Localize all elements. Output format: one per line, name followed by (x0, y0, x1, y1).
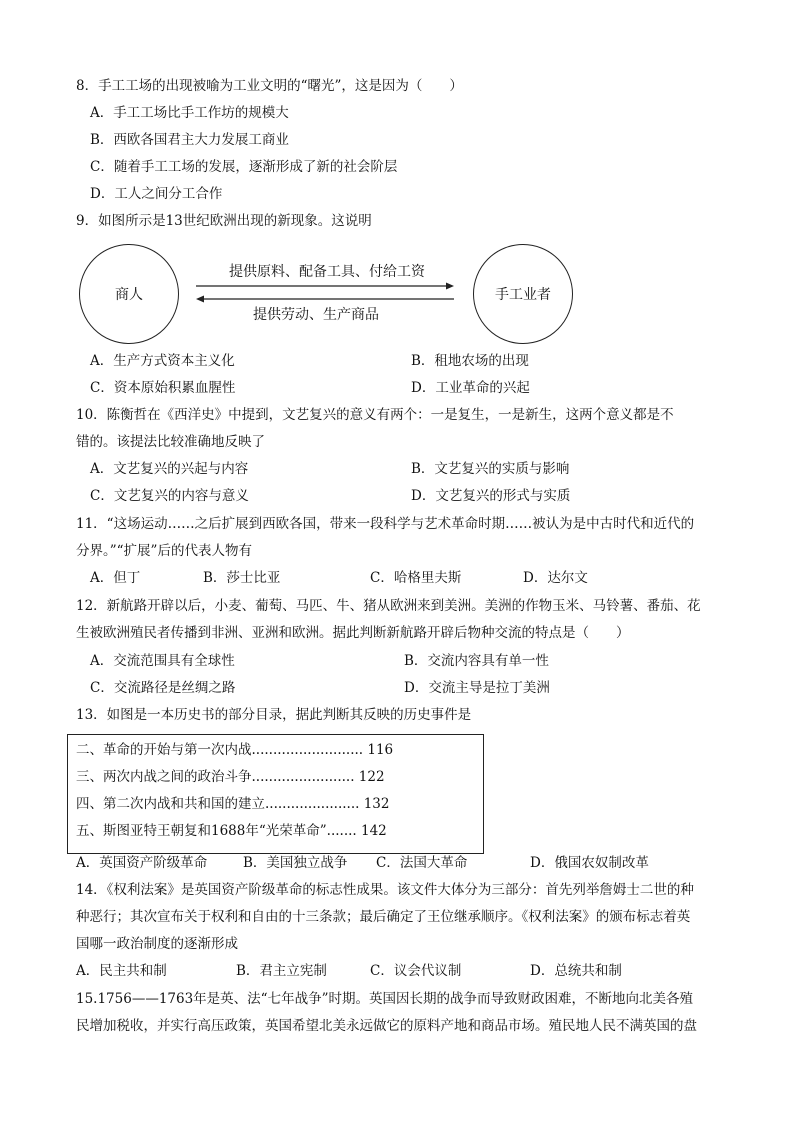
toc-entry: 四、第二次内战和共和国的建立...................... 132 (76, 796, 390, 812)
q14-option-a: A．民主共和制 (76, 963, 167, 979)
q10-stem-line1: 10．陈衡哲在《西洋史》中提到，文艺复兴的意义有两个：一是复生，一是新生，这两个意义都是不 (76, 407, 674, 423)
q9-option-a: A．生产方式资本主义化 (90, 353, 235, 369)
craftsman-node (473, 244, 573, 344)
q14-stem-line2: 种恶行；其次宣布关于权利和自由的十三条款；最后确定了王位继承顺序。《权利法案》的颁布标志着英 (76, 909, 691, 925)
top-arrow (196, 281, 456, 291)
toc-entry: 二、革命的开始与第一次内战.......................... 116 (76, 742, 394, 758)
q14-stem-line1: 14．《权利法案》是英国资产阶级革命的标志性成果。该文件大体分为三部分：首先列举詹姆士二世的种 (76, 882, 694, 898)
q10-option-d: D．文艺复兴的形式与实质 (411, 488, 571, 504)
q10-option-b: B．文艺复兴的实质与影响 (411, 461, 570, 477)
toc-entry: 五、斯图亚特王朝复和1688年“光荣革命”....... 142 (76, 823, 387, 839)
table-of-contents (67, 734, 484, 854)
q10-option-c: C．文艺复兴的内容与意义 (90, 488, 249, 504)
q13-stem: 13．如图是一本历史书的部分目录，据此判断其反映的历史事件是 (76, 707, 472, 723)
q12-option-d: D．交流主导是拉丁美洲 (404, 680, 550, 696)
q12-stem-line2: 生被欧洲殖民者传播到非洲、亚洲和欧洲。据此判断新航路开辟后物种交流的特点是（ ） (76, 625, 630, 641)
bottom-arrow-label: 提供劳动、生产商品 (253, 307, 379, 323)
q9-option-c: C．资本原始积累血腥性 (90, 380, 236, 396)
q12-option-a: A．交流范围具有全球性 (90, 653, 235, 669)
q13-option-d: D．俄国农奴制改革 (530, 855, 649, 871)
q11-stem-line2: 分界。”“扩展”后的代表人物有 (76, 543, 252, 559)
q12-stem-line1: 12．新航路开辟以后，小麦、葡萄、马匹、牛、猪从欧洲来到美洲。美洲的作物玉米、马铃薯、番茄、花 (76, 598, 701, 614)
q13-option-a: A．英国资产阶级革命 (76, 855, 208, 871)
merchant-node (79, 244, 179, 344)
q8-option-d: D．工人之间分工合作 (90, 186, 223, 202)
q8-option-b: B．西欧各国君主大力发展工商业 (90, 132, 289, 148)
q11-stem-line1: 11．“这场运动……之后扩展到西欧各国，带来一段科学与艺术革命时期……被认为是中古时代和近代的 (76, 516, 695, 532)
q8-option-c: C．随着手工工场的发展，逐渐形成了新的社会阶层 (90, 159, 398, 175)
craftsman-node-label: 手工业者 (495, 287, 551, 303)
q11-option-b: B．莎士比亚 (203, 570, 281, 586)
merchant-node-label: 商人 (115, 287, 143, 303)
q9-option-b: B．租地农场的出现 (411, 353, 529, 369)
q11-option-a: A．但丁 (90, 570, 141, 586)
q11-option-c: C．哈格里夫斯 (370, 570, 462, 586)
q13-option-b: B．美国独立战争 (243, 855, 348, 871)
q15-stem-line2: 民增加税收，并实行高压政策，英国希望北美永远做它的原料产地和商品市场。殖民地人民不满英国的盘 (76, 1018, 697, 1034)
q12-option-c: C．交流路径是丝绸之路 (90, 680, 236, 696)
q14-stem-line3: 国哪一政治制度的逐渐形成 (76, 936, 238, 952)
q14-option-d: D．总统共和制 (530, 963, 622, 979)
q8-option-a: A．手工工场比手工作坊的规模大 (90, 105, 289, 121)
bottom-arrow (194, 294, 456, 304)
q10-option-a: A．文艺复兴的兴起与内容 (90, 461, 249, 477)
q13-option-c: C．法国大革命 (376, 855, 468, 871)
q14-option-b: B．君主立宪制 (236, 963, 327, 979)
q9-option-d: D．工业革命的兴起 (411, 380, 530, 396)
top-arrow-label: 提供原料、配备工具、付给工资 (229, 264, 425, 280)
q9-stem: 9．如图所示是13世纪欧洲出现的新现象。这说明 (76, 213, 372, 229)
q14-option-c: C．议会代议制 (370, 963, 462, 979)
q12-option-b: B．交流内容具有单一性 (404, 653, 549, 669)
toc-entry: 三、两次内战之间的政治斗争........................ 122 (76, 769, 385, 785)
q8-stem: 8．手工工场的出现被喻为工业文明的“曙光”，这是因为（ ） (76, 78, 463, 94)
q10-stem-line2: 错的。该提法比较准确地反映了 (76, 434, 265, 450)
q11-option-d: D．达尔文 (523, 570, 588, 586)
q15-stem-line1: 15.1756——1763年是英、法“七年战争”时期。英国因长期的战争而导致财政困难，不断地向北美各殖 (76, 991, 693, 1007)
